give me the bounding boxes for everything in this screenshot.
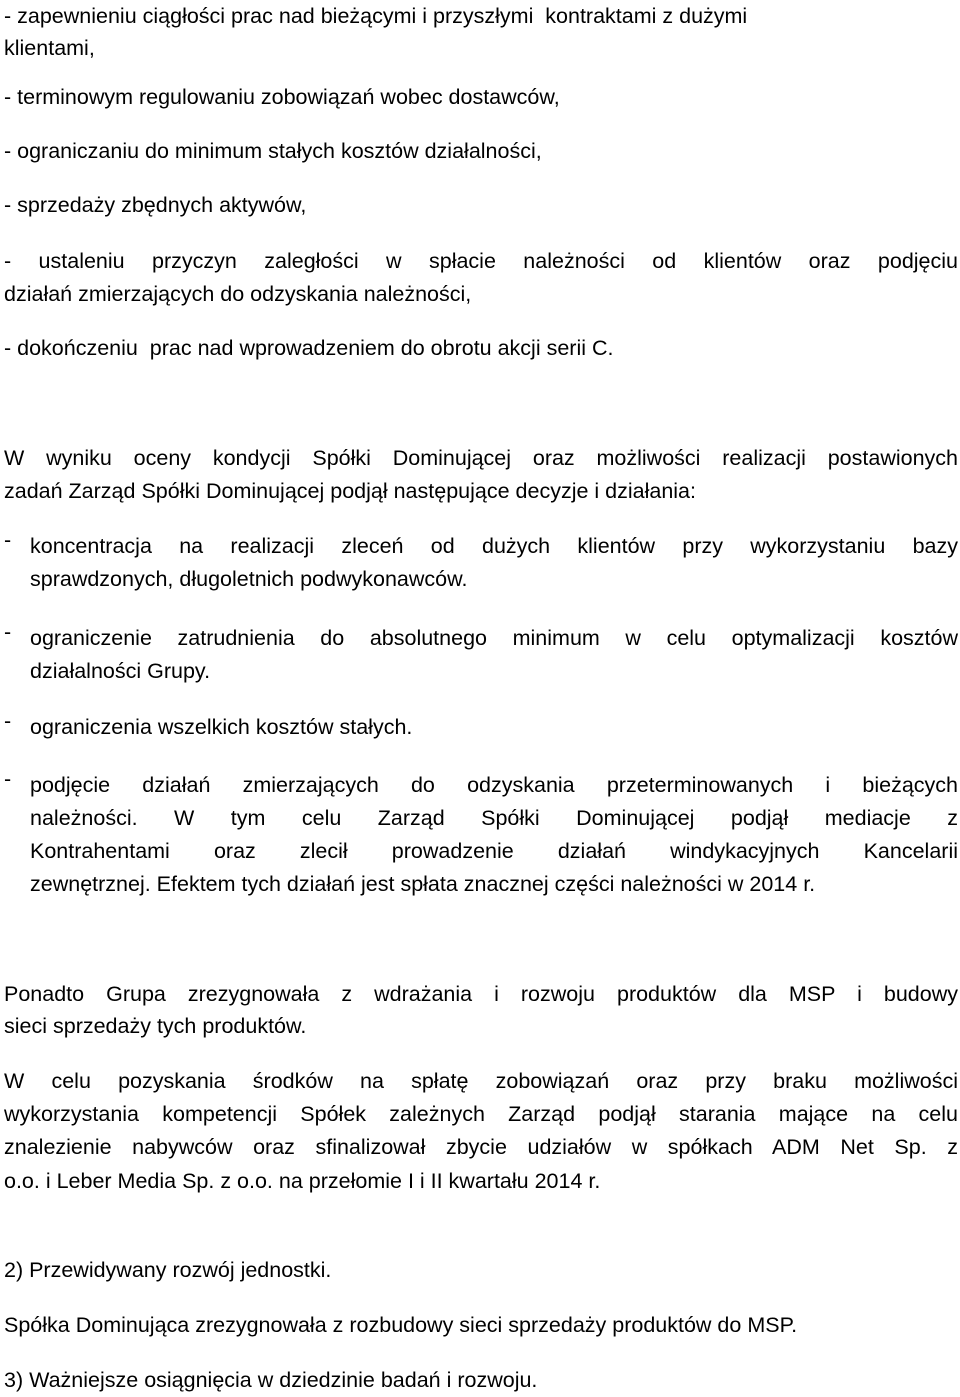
decision-bullet: -	[4, 767, 12, 791]
intro-item-line: - sprzedaży zbędnych aktywów,	[4, 193, 307, 217]
decision-bullet: -	[4, 709, 12, 733]
assessment-line: W wyniku oceny kondycji Spółki Dominującej oraz możliwości realizacji postawionych	[4, 446, 958, 470]
intro-item-line: - zapewnieniu ciągłości prac nad bieżącymi i przyszłymi kontraktami z dużymi	[4, 4, 748, 28]
decision-text-line: Kontrahentami oraz zlecił prowadzenie działań windykacyjnych Kancelarii	[30, 839, 958, 863]
decision-text-line: ograniczenia wszelkich kosztów stałych.	[30, 715, 413, 739]
section-2-heading: 2) Przewidywany rozwój jednostki.	[4, 1258, 332, 1282]
decision-text-line: ograniczenie zatrudnienia do absolutnego minimum w celu optymalizacji kosztów	[30, 626, 958, 650]
decision-bullet: -	[4, 528, 12, 552]
assessment-line: zadań Zarząd Spółki Dominującej podjął następujące decyzje i działania:	[4, 479, 696, 503]
decision-text-line: koncentracja na realizacji zleceń od dużych klientów przy wykorzystaniu bazy	[30, 534, 958, 558]
intro-item-line: - terminowym regulowaniu zobowiązań wobec dostawców,	[4, 85, 560, 109]
intro-item-line: klientami,	[4, 36, 95, 60]
msp-paragraph-line: Ponadto Grupa zrezygnowała z wdrażania i rozwoju produktów dla MSP i budowy	[4, 982, 958, 1006]
divestment-paragraph-line: znalezienie nabywców oraz sfinalizował zbycie udziałów w spółkach ADM Net Sp. z	[4, 1135, 958, 1159]
decision-text-line: działalności Grupy.	[30, 659, 211, 683]
intro-item-line: działań zmierzających do odzyskania należności,	[4, 282, 472, 306]
intro-item-line: - dokończeniu prac nad wprowadzeniem do obrotu akcji serii C.	[4, 336, 614, 360]
decision-text-line: należności. W tym celu Zarząd Spółki Dominującej podjął mediacje z	[30, 806, 958, 830]
intro-item-line: - ograniczaniu do minimum stałych kosztów działalności,	[4, 139, 542, 163]
divestment-paragraph-line: o.o. i Leber Media Sp. z o.o. na przełomie I i II kwartału 2014 r.	[4, 1169, 601, 1193]
msp-paragraph-line: sieci sprzedaży tych produktów.	[4, 1014, 307, 1038]
decision-text-line: sprawdzonych, długoletnich podwykonawców.	[30, 567, 468, 591]
decision-text-line: podjęcie działań zmierzających do odzyskania przeterminowanych i bieżących	[30, 773, 958, 797]
intro-item-line: - ustaleniu przyczyn zaległości w spłacie należności od klientów oraz podjęciu	[4, 249, 958, 273]
decision-bullet: -	[4, 620, 12, 644]
section-3-heading: 3) Ważniejsze osiągnięcia w dziedzinie badań i rozwoju.	[4, 1368, 538, 1392]
decision-text-line: zewnętrznej. Efektem tych działań jest spłata znacznej części należności w 2014 r.	[30, 872, 816, 896]
section-2-text: Spółka Dominująca zrezygnowała z rozbudowy sieci sprzedaży produktów do MSP.	[4, 1313, 798, 1337]
divestment-paragraph-line: W celu pozyskania środków na spłatę zobowiązań oraz przy braku możliwości	[4, 1069, 958, 1093]
divestment-paragraph-line: wykorzystania kompetencji Spółek zależnych Zarząd podjął starania mające na celu	[4, 1102, 958, 1126]
